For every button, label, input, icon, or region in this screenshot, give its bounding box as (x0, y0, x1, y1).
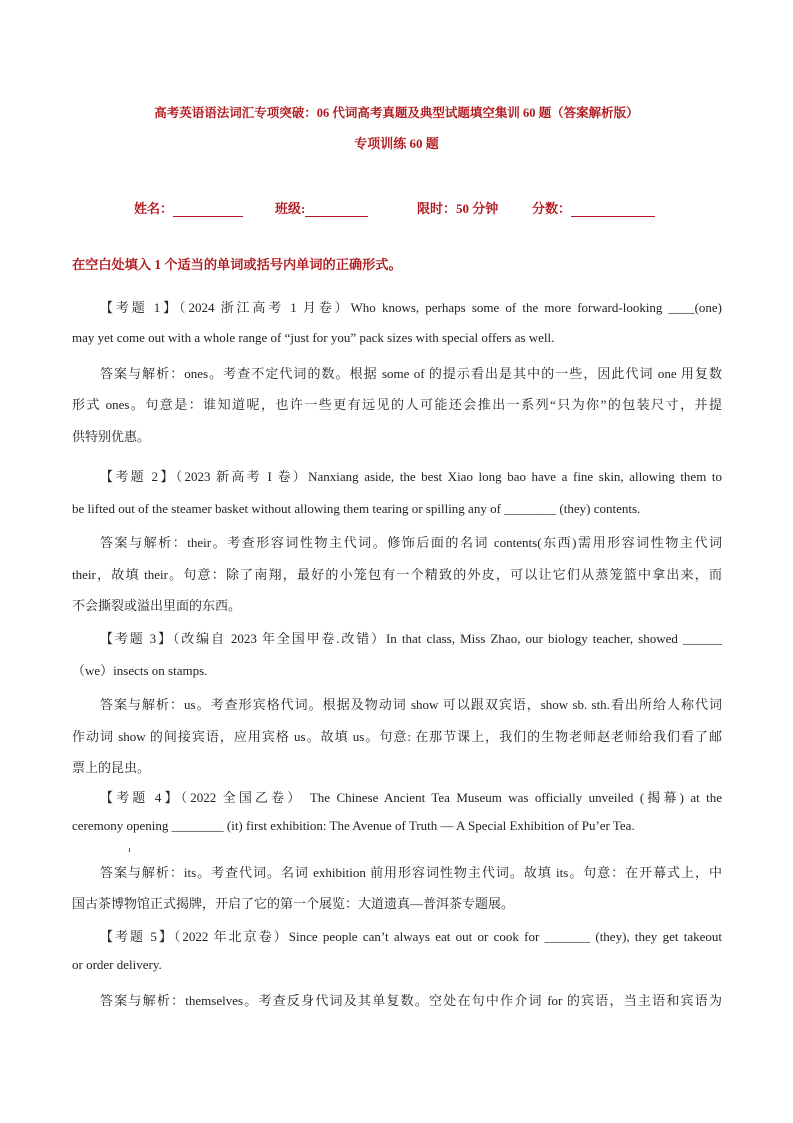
answer-2-line-1: 答案与解析：their。考查形容词性物主代词。修饰后面的名词 contents(东西)需用形容词性物主代词 (100, 535, 722, 550)
answer-2-line-2: their，故填 their。句意：除了南翔，最好的小笼包有一个精致的外皮，可以让它们从蒸笼篮中拿出来，而 (72, 567, 722, 582)
class-blank[interactable] (305, 202, 368, 217)
score-blank[interactable] (571, 202, 655, 217)
stray-tick-mark (129, 848, 130, 852)
question-1-line-1: 【考题 1】（2024 浙江高考 1 月卷）Who knows, perhaps some of the more forward-looking ____(one) (100, 300, 722, 315)
question-5-line-1: 【考题 5】（2022 年北京卷）Since people can’t always eat out or cook for _______ (they), they get takeout (100, 929, 722, 944)
class-field (275, 198, 368, 217)
answer-1-line-3: 供特别优惠。 (72, 429, 151, 444)
name-blank[interactable] (173, 202, 243, 217)
score-label: 分数： (532, 201, 572, 216)
question-3-line-2: （we）insects on stamps. (72, 663, 208, 678)
time-limit: 限时：50 分钟 (417, 201, 499, 216)
answer-5-line-1: 答案与解析：themselves。考查反身代词及其单复数。空处在句中作介词 for 的宾语，当主语和宾语为 (100, 993, 722, 1008)
question-1-line-2: may yet come out with a whole range of “just for you” pack sizes with special offers as well. (72, 330, 555, 345)
question-4-line-2: ceremony opening ________ (it) first exhibition: The Avenue of Truth — A Special Exhibition of Pu’er Tea. (72, 818, 635, 833)
answer-3-line-3: 票上的昆虫。 (72, 760, 151, 775)
question-4-line-1: 【考题 4】（2022 全国乙卷） The Chinese Ancient Tea Museum was officially unveiled (揭幕) at the (100, 790, 722, 805)
name-field (134, 198, 243, 217)
score-field (532, 198, 655, 217)
question-3-line-1: 【考题 3】（改编自 2023 年全国甲卷.改错）In that class, Miss Zhao, our biology teacher, showed ______ (100, 631, 722, 646)
answer-4-line-1: 答案与解析：its。考查代词。名词 exhibition 前用形容词性物主代词。故填 its。句意：在开幕式上，中 (100, 865, 722, 880)
answer-2-line-3: 不会撕裂或溢出里面的东西。 (72, 598, 242, 613)
answer-3-line-2: 作动词 show 的间接宾语，应用宾格 us。故填 us。句意: 在那节课上，我们的生物老师赵老师给我们看了邮 (72, 729, 722, 744)
answer-4-line-2: 国古茶博物馆正式揭牌，开启了它的第一个展览：大道遗真—普洱茶专题展。 (72, 896, 515, 911)
class-label: 班级: (275, 201, 306, 216)
answer-1-line-1: 答案与解析：ones。考查不定代词的数。根据 some of 的提示看出是其中的一些，因此代词 one 用复数 (100, 366, 722, 381)
document-subtitle: 专项训练 60 题 (354, 136, 439, 151)
answer-3-line-1: 答案与解析：us。考查形宾格代词。根据及物动词 show 可以跟双宾语，show sb. sth.看出所给人称代词 (100, 697, 722, 712)
name-label: 姓名： (134, 201, 174, 216)
student-info-row (0, 198, 793, 220)
question-2-line-1: 【考题 2】（2023 新高考 I 卷）Nanxiang aside, the best Xiao long bao have a fine skin, allowing them to (100, 469, 722, 484)
instruction-text: 在空白处填入 1 个适当的单词或括号内单词的正确形式。 (72, 257, 402, 272)
question-2-line-2: be lifted out of the steamer basket without allowing them tearing or spilling any of ________ (they) contents. (72, 501, 641, 516)
answer-1-line-2: 形式 ones。句意是：谁知道呢，也许一些更有远见的人可能还会推出一系列“只为你”的包装尺寸，并提 (72, 397, 722, 412)
question-5-line-2: or order delivery. (72, 957, 162, 972)
document-title: 高考英语语法词汇专项突破：06 代词高考真题及典型试题填空集训 60 题（答案解析版） (154, 106, 639, 120)
